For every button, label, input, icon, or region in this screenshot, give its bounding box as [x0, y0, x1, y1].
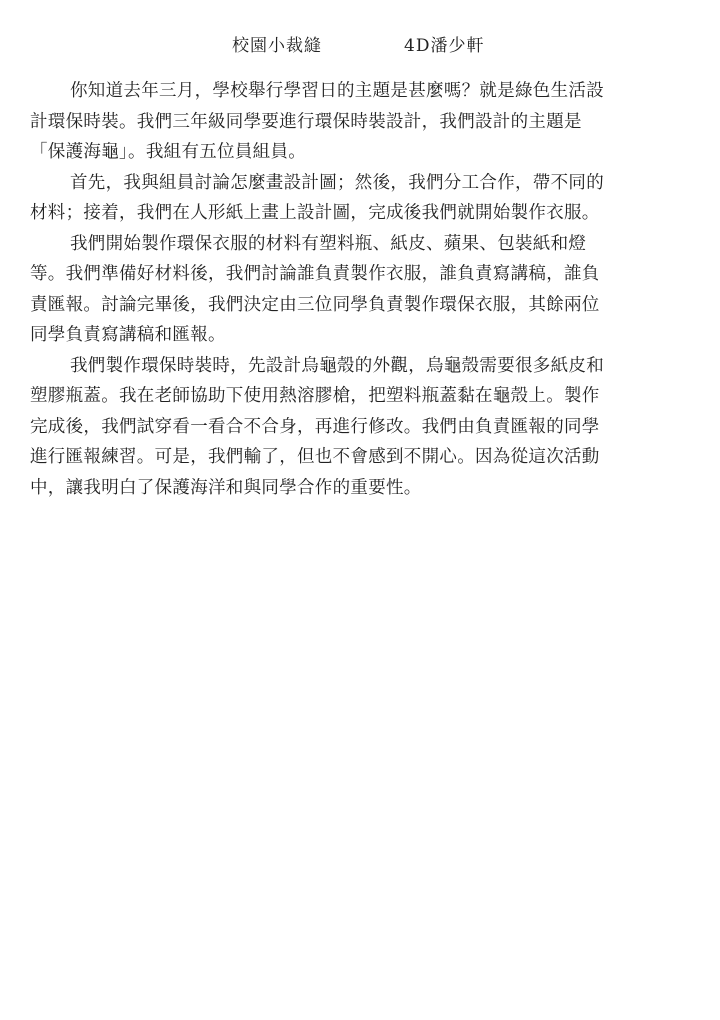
text-line: 你知道去年三月，學校舉行學習日的主題是甚麼嗎？就是綠色生活設 [70, 81, 604, 101]
text-line: 等。我們準備好材料後，我們討論誰負責製作衣服，誰負責寫講稿，誰負 [30, 264, 600, 284]
essay-body [30, 76, 690, 503]
text-line: 「保護海龜」。我組有五位員組員。 [30, 142, 307, 162]
text-line: 材料；接着，我們在人形紙上畫上設計圖，完成後我們就開始製作衣服。 [30, 203, 600, 223]
paragraph-4 [30, 351, 690, 504]
text-line: 同學負責寫講稿和匯報。 [30, 325, 226, 345]
text-line: 我們開始製作環保衣服的材料有塑料瓶、紙皮、蘋果、包裝紙和燈 [70, 233, 587, 254]
text-line: 計環保時裝。我們三年級同學要進行環保時裝設計，我們設計的主題是 [30, 111, 582, 132]
text-line: 中，讓我明白了保護海洋和與同學合作的重要性。 [30, 477, 422, 498]
text-line: 進行匯報練習。可是，我們輸了，但也不會感到不開心。因為從這次活動 [30, 447, 600, 467]
paragraph-3 [30, 229, 690, 351]
text-line: 我們製作環保時裝時，先設計烏龜殼的外觀，烏龜殼需要很多紙皮和 [70, 355, 604, 376]
text-line: 塑膠瓶蓋。我在老師協助下使用熱溶膠槍，把塑料瓶蓋黏在龜殼上。製作 [30, 386, 600, 406]
header [0, 33, 720, 59]
page-title: 校園小裁縫 [232, 36, 322, 56]
text-line: 責匯報。討論完畢後，我們決定由三位同學負責製作環保衣服，其餘兩位 [30, 294, 600, 315]
author-name: 4D潘少軒 [404, 36, 485, 56]
paragraph-1 [30, 76, 690, 168]
text-line: 完成後，我們試穿看一看合不合身，再進行修改。我們由負責匯報的同學 [30, 416, 600, 437]
paragraph-2 [30, 168, 690, 229]
text-line: 首先，我與組員討論怎麼畫設計圖；然後，我們分工合作，帶不同的 [70, 172, 604, 193]
